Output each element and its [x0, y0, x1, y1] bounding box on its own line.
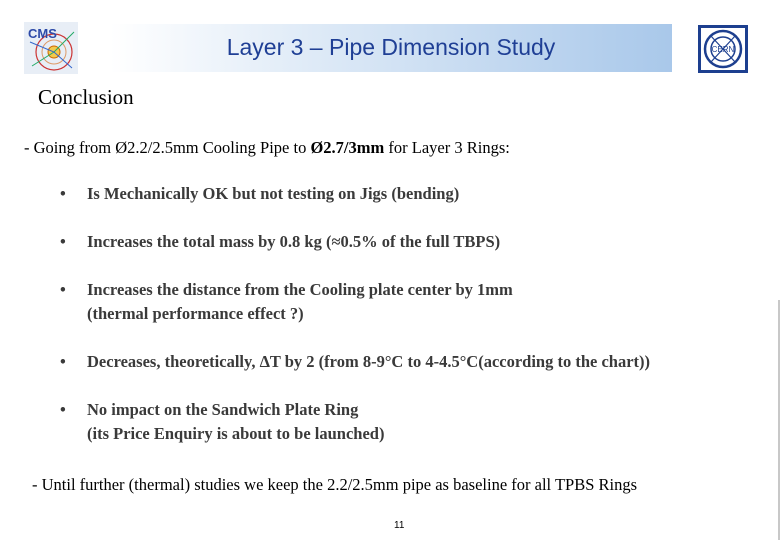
bullet-item: [60, 182, 459, 206]
bullet-symbol: •: [60, 184, 66, 203]
section-title: Conclusion: [38, 85, 134, 109]
bullet-symbol: •: [60, 352, 66, 371]
bullet-item: [60, 398, 384, 446]
bullet-text: Decreases, theoretically, ΔT by 2 (from 8-9°C to 4-4.5°C(according to the chart)): [87, 352, 651, 371]
bullet-text: Increases the distance from the Cooling plate center by 1mm: [87, 280, 513, 299]
bullet-subtext: (its Price Enquiry is about to be launched): [87, 424, 385, 443]
cern-logo: [698, 25, 748, 73]
bullet-item: [60, 278, 513, 326]
bullet-symbol: •: [60, 400, 66, 419]
cern-logo-text: CERN: [711, 45, 735, 54]
bullet-text: No impact on the Sandwich Plate Ring: [87, 400, 359, 419]
intro-suffix: for Layer 3 Rings:: [384, 138, 510, 157]
page-number: 11: [394, 520, 405, 531]
cms-logo: [24, 22, 78, 74]
intro-line: [24, 138, 510, 158]
bullet-subtext: (thermal performance effect ?): [87, 304, 304, 323]
bullet-text: Increases the total mass by 0.8 kg (≈0.5% of the full TBPS): [87, 232, 501, 251]
intro-emphasis: Ø2.7/3mm: [310, 138, 385, 157]
bullet-symbol: •: [60, 280, 66, 299]
footer-note: - Until further (thermal) studies we keep the 2.2/2.5mm pipe as baseline for all TPBS Rings: [32, 475, 638, 494]
title-banner: [110, 24, 672, 72]
bullet-symbol: •: [60, 232, 66, 251]
bullet-item: [60, 230, 500, 254]
cms-logo-text: CMS: [28, 26, 57, 41]
bullet-item: [60, 350, 650, 374]
intro-prefix: - Going from Ø2.2/2.5mm Cooling Pipe to: [24, 138, 311, 157]
bullet-text: Is Mechanically OK but not testing on Jigs (bending): [87, 184, 460, 203]
page-title: Layer 3 – Pipe Dimension Study: [226, 34, 556, 60]
